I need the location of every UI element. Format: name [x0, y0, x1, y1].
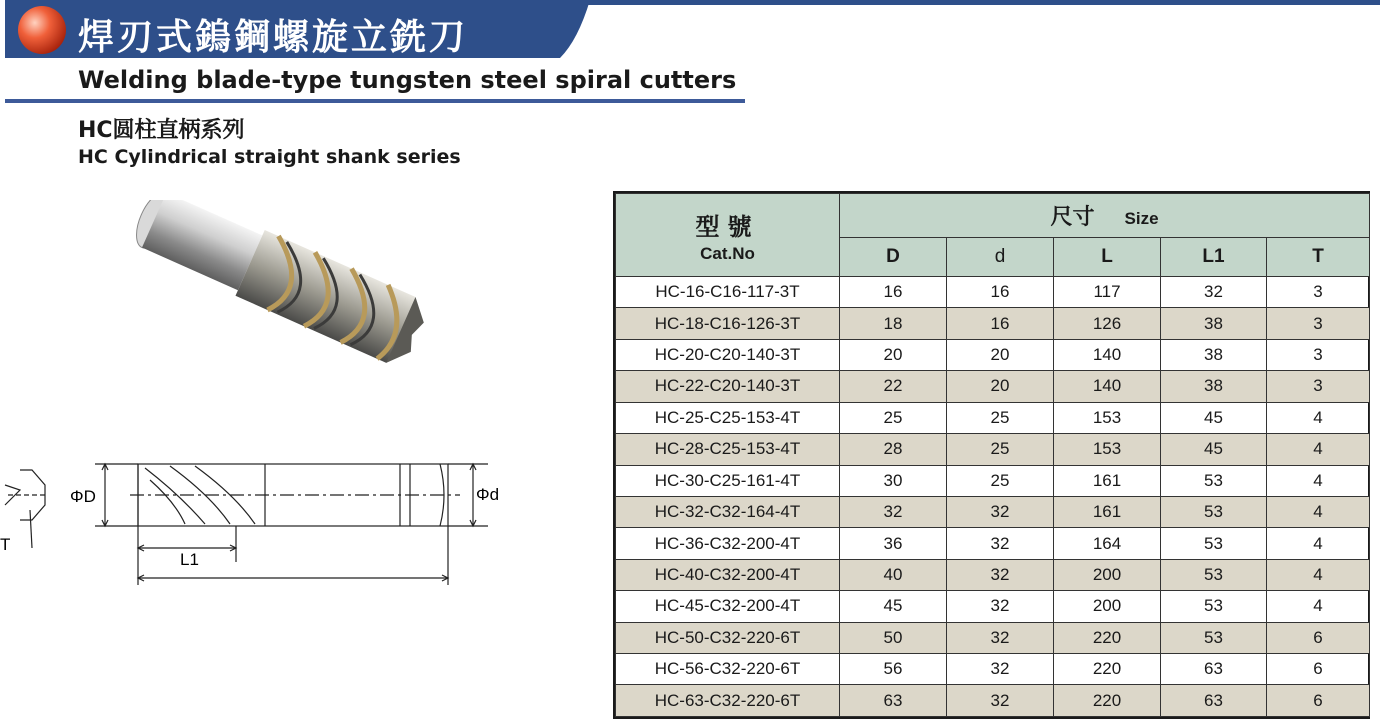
value-cell: 22 — [840, 371, 947, 402]
series-title-cn: HC圆柱直柄系列 — [78, 118, 245, 143]
column-header-d: d — [947, 238, 1054, 277]
value-cell: 16 — [947, 308, 1054, 339]
value-cell: 4 — [1267, 591, 1370, 622]
cat-no-cell: HC-56-C32-220-6T — [616, 654, 840, 685]
dimension-label-D: ΦD — [70, 487, 96, 506]
value-cell: 161 — [1054, 496, 1161, 527]
value-cell: 38 — [1161, 339, 1267, 370]
value-cell: 53 — [1161, 559, 1267, 590]
value-cell: 4 — [1267, 402, 1370, 433]
cat-no-cell: HC-28-C25-153-4T — [616, 434, 840, 465]
header-cat-cn: 型號 — [695, 213, 760, 241]
dimension-label-L1: L1 — [180, 550, 199, 569]
value-cell: 63 — [1161, 654, 1267, 685]
value-cell: 30 — [840, 465, 947, 496]
dimension-label-T: T — [0, 535, 11, 554]
value-cell: 53 — [1161, 622, 1267, 653]
table-row — [616, 685, 1370, 717]
header-size-en: Size — [1124, 209, 1159, 228]
value-cell: 200 — [1054, 559, 1161, 590]
cat-no-cell: HC-45-C32-200-4T — [616, 591, 840, 622]
value-cell: 32 — [947, 685, 1054, 717]
value-cell: 45 — [840, 591, 947, 622]
table-row — [616, 559, 1370, 590]
page-title-cn: 焊刃式鎢鋼螺旋立銑刀 — [78, 17, 469, 58]
value-cell: 38 — [1161, 371, 1267, 402]
value-cell: 40 — [840, 559, 947, 590]
dimension-label-d: Φd — [476, 485, 500, 504]
table-row — [616, 496, 1370, 527]
value-cell: 63 — [1161, 685, 1267, 717]
value-cell: 4 — [1267, 496, 1370, 527]
value-cell: 161 — [1054, 465, 1161, 496]
value-cell: 32 — [947, 654, 1054, 685]
cat-no-cell: HC-25-C25-153-4T — [616, 402, 840, 433]
value-cell: 53 — [1161, 496, 1267, 527]
value-cell: 63 — [840, 685, 947, 717]
value-cell: 32 — [840, 496, 947, 527]
value-cell: 50 — [840, 622, 947, 653]
value-cell: 56 — [840, 654, 947, 685]
column-header-D: D — [840, 238, 947, 277]
value-cell: 38 — [1161, 308, 1267, 339]
value-cell: 16 — [840, 277, 947, 308]
spec-table-body — [616, 277, 1370, 717]
value-cell: 32 — [947, 528, 1054, 559]
value-cell: 25 — [840, 402, 947, 433]
value-cell: 18 — [840, 308, 947, 339]
header-size-cn: 尺寸 — [1050, 204, 1095, 229]
table-row — [616, 277, 1370, 308]
table-row — [616, 339, 1370, 370]
value-cell: 25 — [947, 434, 1054, 465]
cat-no-cell: HC-20-C20-140-3T — [616, 339, 840, 370]
value-cell: 45 — [1161, 434, 1267, 465]
value-cell: 220 — [1054, 685, 1161, 717]
table-row — [616, 402, 1370, 433]
table-row — [616, 308, 1370, 339]
cat-no-cell: HC-22-C20-140-3T — [616, 371, 840, 402]
table-row — [616, 654, 1370, 685]
value-cell: 3 — [1267, 371, 1370, 402]
value-cell: 32 — [947, 559, 1054, 590]
value-cell: 53 — [1161, 528, 1267, 559]
value-cell: 117 — [1054, 277, 1161, 308]
header-size — [840, 194, 1370, 238]
series-title-en: HC Cylindrical straight shank series — [78, 146, 461, 168]
value-cell: 6 — [1267, 654, 1370, 685]
cat-no-cell: HC-50-C32-220-6T — [616, 622, 840, 653]
value-cell: 220 — [1054, 654, 1161, 685]
value-cell: 3 — [1267, 339, 1370, 370]
value-cell: 3 — [1267, 308, 1370, 339]
value-cell: 140 — [1054, 371, 1161, 402]
spec-table — [613, 191, 1370, 719]
value-cell: 32 — [1161, 277, 1267, 308]
page-title-en: Welding blade-type tungsten steel spiral cutters — [78, 66, 737, 94]
value-cell: 45 — [1161, 402, 1267, 433]
value-cell: 25 — [947, 402, 1054, 433]
table-row — [616, 371, 1370, 402]
top-rule — [560, 0, 1380, 5]
value-cell: 140 — [1054, 339, 1161, 370]
value-cell: 6 — [1267, 685, 1370, 717]
column-header-L: L — [1054, 238, 1161, 277]
cat-no-cell: HC-18-C16-126-3T — [616, 308, 840, 339]
value-cell: 20 — [947, 371, 1054, 402]
cat-no-cell: HC-40-C32-200-4T — [616, 559, 840, 590]
table-row — [616, 465, 1370, 496]
value-cell: 32 — [947, 496, 1054, 527]
value-cell: 20 — [947, 339, 1054, 370]
column-header-T: T — [1267, 238, 1370, 277]
value-cell: 164 — [1054, 528, 1161, 559]
value-cell: 126 — [1054, 308, 1161, 339]
table-row — [616, 591, 1370, 622]
value-cell: 53 — [1161, 465, 1267, 496]
value-cell: 4 — [1267, 528, 1370, 559]
header-cat-en: Cat.No — [700, 243, 755, 263]
value-cell: 4 — [1267, 465, 1370, 496]
value-cell: 200 — [1054, 591, 1161, 622]
cat-no-cell: HC-16-C16-117-3T — [616, 277, 840, 308]
header-cat-no — [616, 194, 840, 277]
column-header-L1: L1 — [1161, 238, 1267, 277]
value-cell: 32 — [947, 622, 1054, 653]
value-cell: 6 — [1267, 622, 1370, 653]
value-cell: 20 — [840, 339, 947, 370]
value-cell: 220 — [1054, 622, 1161, 653]
value-cell: 16 — [947, 277, 1054, 308]
value-cell: 153 — [1054, 402, 1161, 433]
title-underline — [5, 99, 745, 103]
value-cell: 32 — [947, 591, 1054, 622]
value-cell: 36 — [840, 528, 947, 559]
value-cell: 153 — [1054, 434, 1161, 465]
value-cell: 53 — [1161, 591, 1267, 622]
value-cell: 3 — [1267, 277, 1370, 308]
value-cell: 25 — [947, 465, 1054, 496]
cat-no-cell: HC-32-C32-164-4T — [616, 496, 840, 527]
cutter-photo — [100, 200, 430, 420]
value-cell: 4 — [1267, 434, 1370, 465]
cat-no-cell: HC-30-C25-161-4T — [616, 465, 840, 496]
red-ball-icon — [18, 6, 66, 54]
cat-no-cell: HC-36-C32-200-4T — [616, 528, 840, 559]
cat-no-cell: HC-63-C32-220-6T — [616, 685, 840, 717]
table-row — [616, 434, 1370, 465]
value-cell: 4 — [1267, 559, 1370, 590]
table-row — [616, 528, 1370, 559]
dimension-drawing — [0, 440, 520, 590]
table-row — [616, 622, 1370, 653]
value-cell: 28 — [840, 434, 947, 465]
